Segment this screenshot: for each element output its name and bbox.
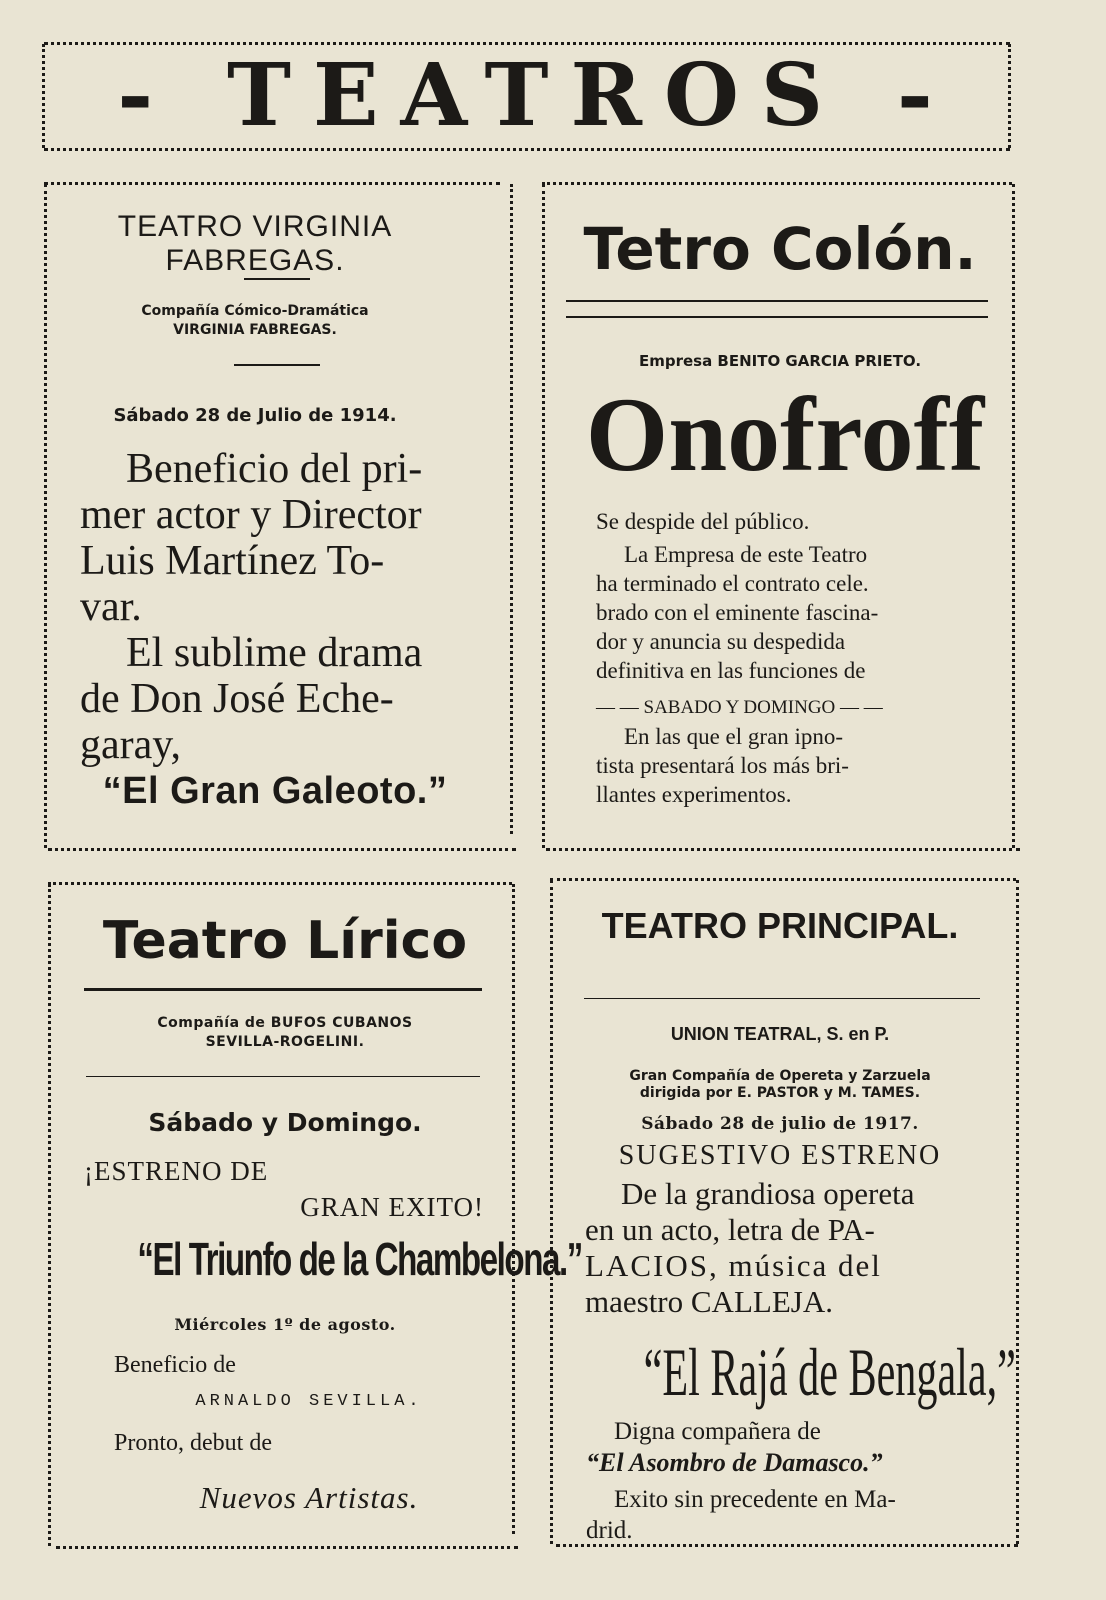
virginia-body-line: garay, [80, 722, 182, 768]
principal-company-line2: dirigida por E. PASTOR y M. TAMES. [639, 1085, 921, 1101]
lirico-company [60, 1014, 510, 1052]
virginia-company-line1: Compañía Cómico-Dramática [141, 303, 369, 319]
lirico-estreno-line2: GRAN EXITO! [300, 1192, 484, 1222]
panel-colon-border-top [542, 182, 1012, 185]
principal-union: UNION TEATRAL, S. en P. [670, 1024, 890, 1044]
lirico-wednesday: Miércoles 1º de agosto. [174, 1315, 396, 1334]
panel-principal-border-top [550, 878, 1016, 881]
panel-virginia-border-bottom [48, 848, 516, 851]
lirico-beneficio: Beneficio de [114, 1352, 236, 1378]
principal-body-line: en un acto, letra de PA- [585, 1212, 875, 1247]
panel-principal-border-right [1016, 880, 1019, 1544]
principal-digna: Digna compañera de [614, 1418, 821, 1445]
page-title: - TEATROS - [117, 45, 955, 146]
colon-body-line: brado con el eminente fascina- [596, 600, 879, 625]
header [42, 40, 1030, 152]
panel-colon-border-right [1012, 184, 1015, 848]
principal-body-line: LACIOS, música del [585, 1248, 882, 1283]
principal-body-line: De la grandiosa opereta [621, 1176, 915, 1211]
principal-company [560, 1068, 1000, 1102]
virginia-play-title: “El Gran Galeoto.” [102, 770, 448, 812]
lirico-new-artists: Nuevos Artistas. [199, 1480, 419, 1515]
lirico-pronto: Pronto, debut de [114, 1430, 272, 1456]
virginia-body-line: de Don José Eche- [80, 676, 394, 722]
colon-despide: Se despide del público. [596, 509, 810, 534]
virginia-body [80, 446, 488, 768]
panel-colon-border-bottom [546, 848, 1020, 851]
virginia-body-line: El sublime drama [126, 630, 423, 676]
colon-body2-line: llantes experimentos. [596, 782, 792, 807]
principal-sugestivo: SUGESTIVO ESTRENO [618, 1140, 942, 1171]
lirico-estreno-line1: ¡ESTRENO DE [84, 1156, 269, 1186]
virginia-body-line: var. [80, 584, 142, 630]
principal-exito [586, 1484, 986, 1546]
colon-text [596, 507, 968, 809]
colon-body-line: ha terminado el contrato cele. [596, 571, 869, 596]
panel-lirico-border-bottom [56, 1546, 518, 1549]
principal-date: Sábado 28 de julio de 1917. [641, 1114, 919, 1134]
panel-principal-border-left [550, 880, 553, 1544]
panel-lirico-border-top [48, 882, 512, 885]
colon-empresa: Empresa BENITO GARCIA PRIETO. [638, 352, 922, 370]
colon-body-line: dor y anuncia su despedida [596, 629, 846, 654]
panel-virginia-border-left [44, 184, 47, 848]
colon-double-rule-top [566, 300, 988, 302]
lirico-rule-1 [84, 988, 482, 991]
colon-body-line: definitiva en las funciones de [596, 658, 866, 683]
lirico-play-title: “El Triunfo de la Chambelona.” [137, 1233, 582, 1285]
principal-body-line: maestro CALLEJA. [585, 1284, 833, 1319]
lirico-theater-title: Teatro Lírico [102, 911, 468, 971]
colon-body2-line: tista presentará los más bri- [596, 753, 849, 778]
lirico-actor-name: ARNALDO SEVILLA. [195, 1392, 423, 1411]
panel-lirico-border-right [512, 884, 515, 1534]
principal-rule [584, 998, 980, 999]
colon-theater-title: Tetro Colón. [583, 215, 977, 283]
principal-exito-line: drid. [586, 1517, 633, 1544]
virginia-body-line: Beneficio del pri- [126, 446, 423, 492]
panel-colon-border-left [542, 184, 545, 848]
virginia-company-line2: VIRGINIA FABREGAS. [173, 322, 337, 338]
colon-body2-line: En las que el gran ipno- [624, 724, 844, 749]
colon-double-rule-bottom [566, 316, 988, 318]
virginia-date: Sábado 28 de Julio de 1914. [113, 405, 397, 426]
lirico-rule-2 [86, 1076, 480, 1077]
colon-days: — — SABADO Y DOMINGO — — [596, 697, 883, 718]
principal-exito-line: Exito sin precedente en Ma- [614, 1486, 896, 1513]
lirico-company-line2: SEVILLA-ROGELINI. [205, 1034, 365, 1050]
virginia-body-line: mer actor y Director [80, 492, 422, 538]
lirico-company-line1: Compañía de BUFOS CUBANOS [157, 1015, 413, 1031]
colon-body-line: La Empresa de este Teatro [624, 542, 868, 567]
virginia-company [50, 302, 460, 340]
virginia-body-line: Luis Martínez To- [80, 538, 385, 584]
principal-asombro: “El Asombro de Damasco.” [586, 1448, 883, 1477]
virginia-rule-1 [244, 278, 310, 280]
panel-virginia-border-right [510, 184, 513, 834]
virginia-rule-2 [234, 364, 320, 366]
colon-star-name: Onofroff [585, 376, 985, 493]
principal-text [585, 1176, 983, 1320]
panel-virginia-border-top [44, 182, 500, 185]
virginia-theater-title: TEATRO VIRGINIA FABREGAS. [117, 210, 393, 277]
panel-lirico-border-left [48, 884, 51, 1546]
principal-theater-title: TEATRO PRINCIPAL. [601, 905, 959, 946]
principal-play-title: “El Rajá de Bengala,” [643, 1334, 1016, 1410]
principal-company-line1: Gran Compañía de Opereta y Zarzuela [629, 1068, 931, 1084]
lirico-days: Sábado y Domingo. [148, 1108, 422, 1137]
